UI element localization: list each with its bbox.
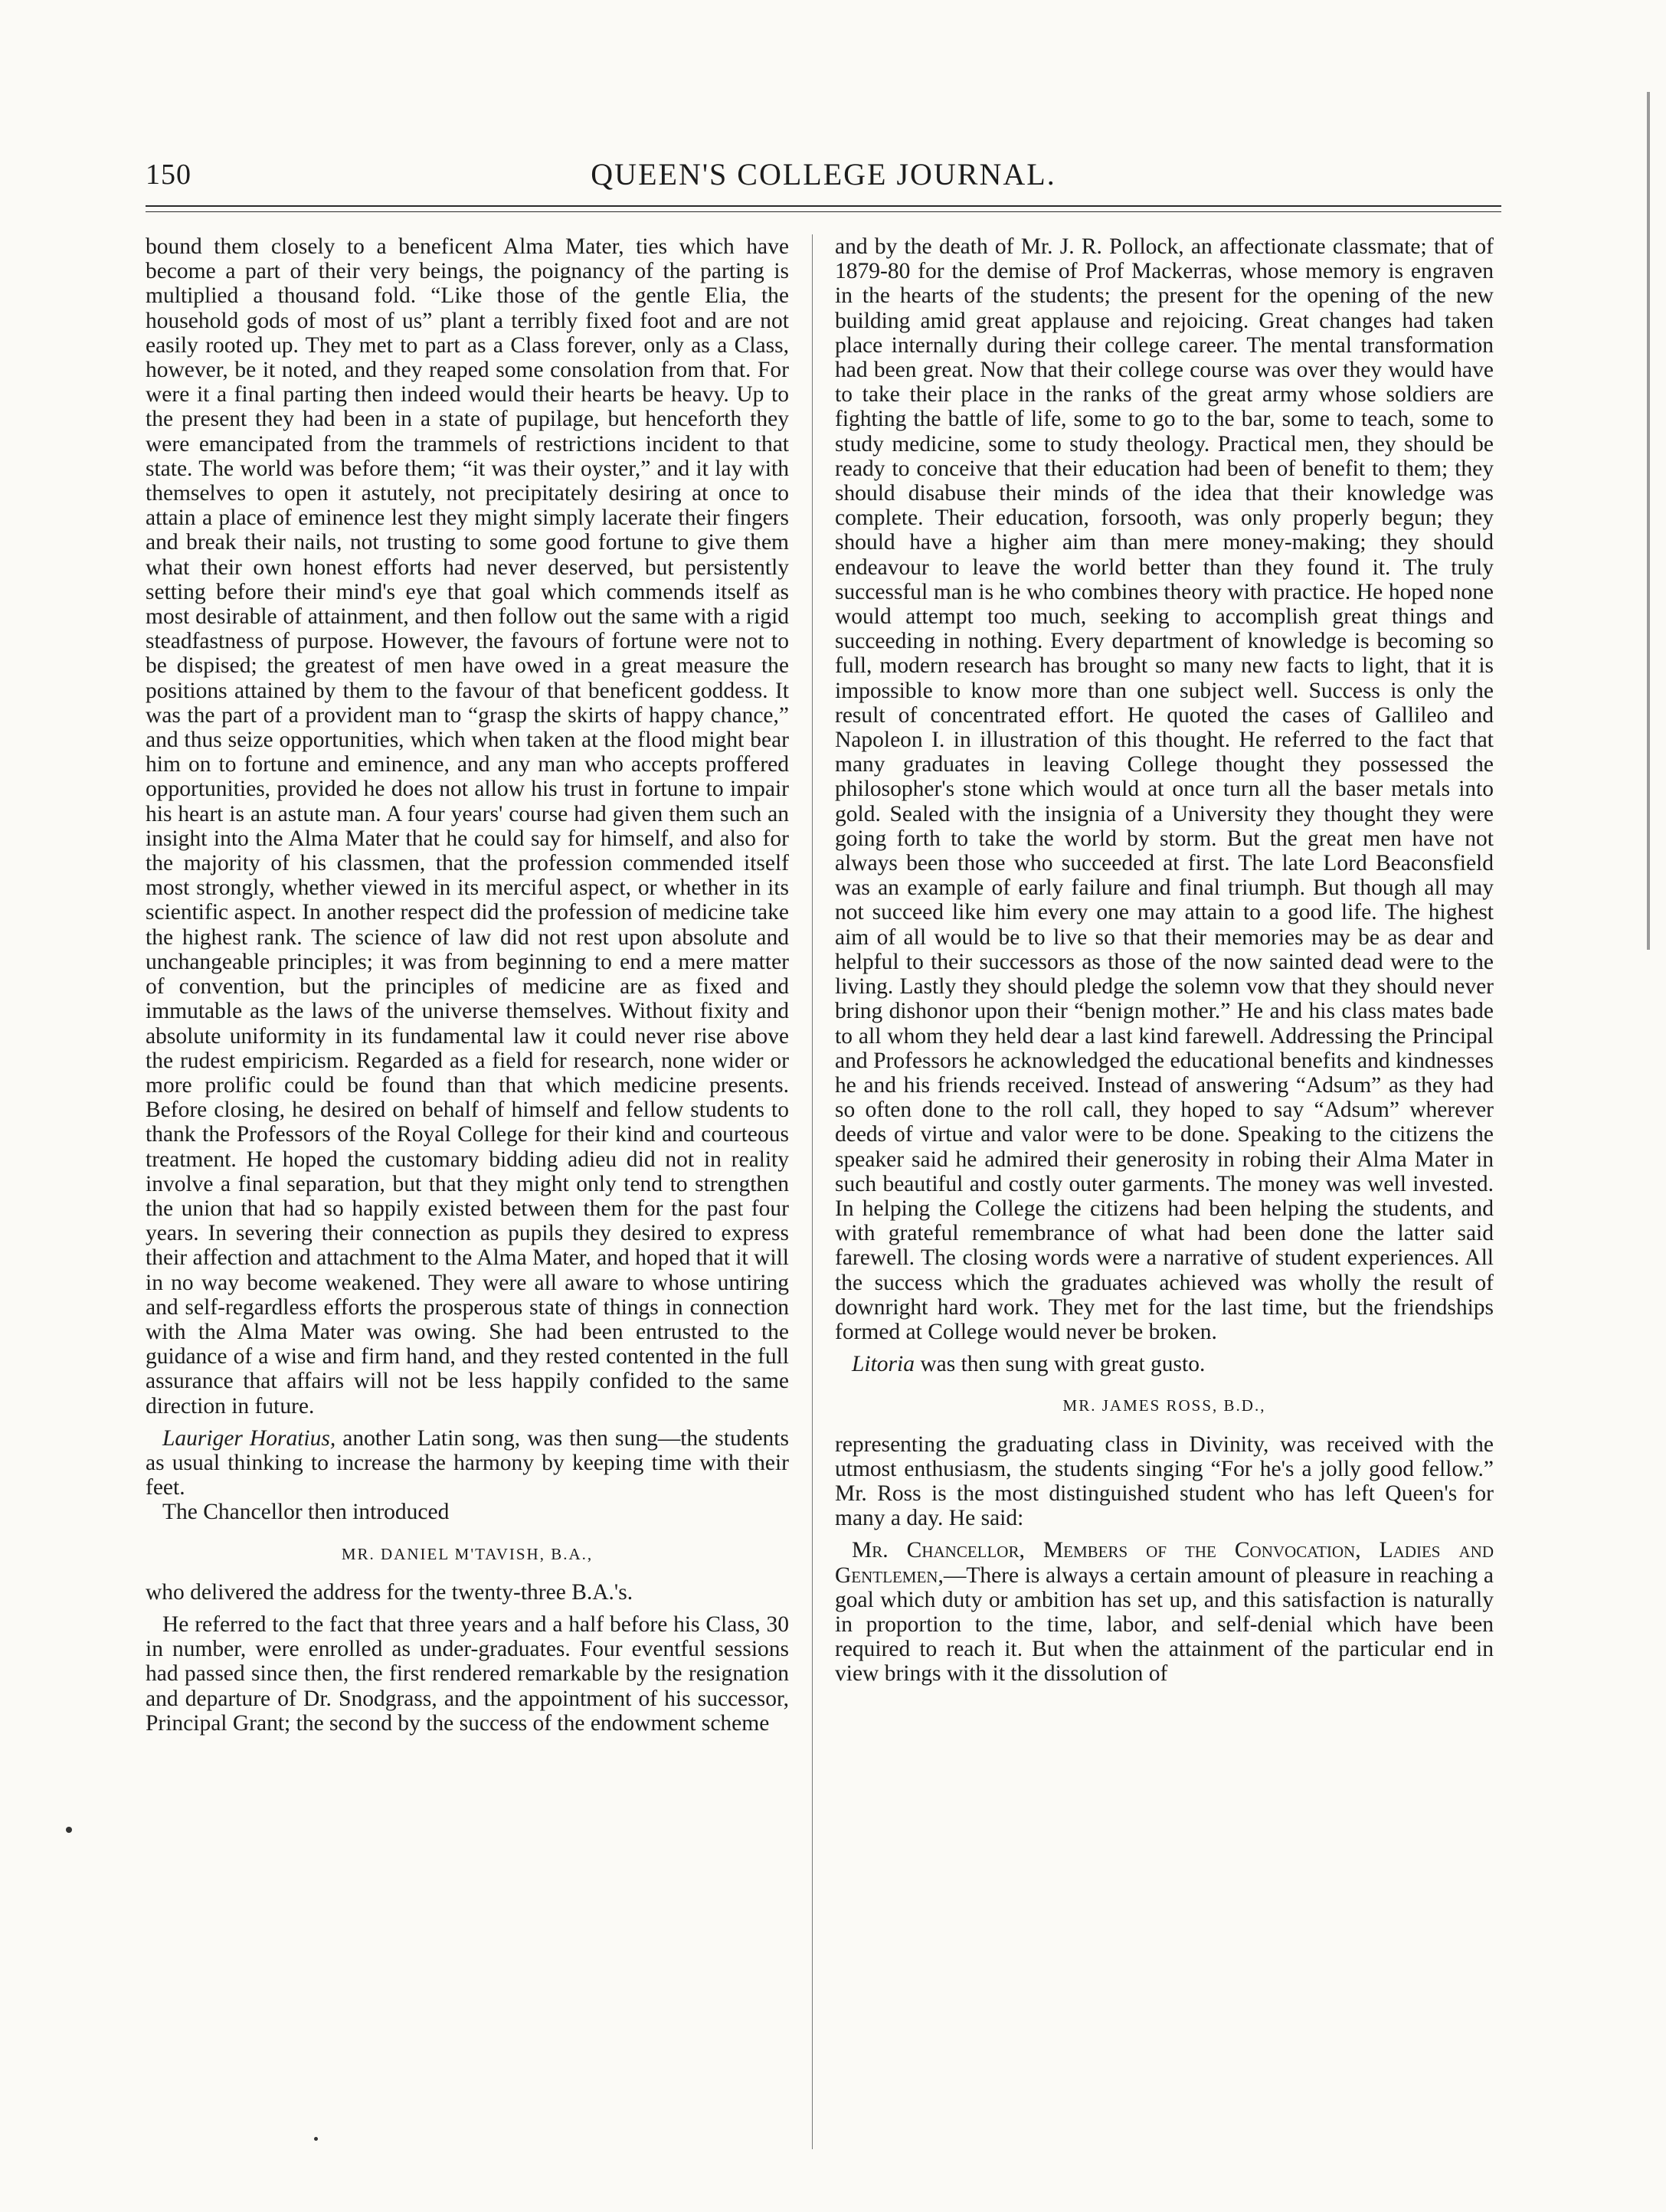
paragraph-text: another Latin song, was then sung—the students as usual thinking to increase the harmony by keeping time with their feet. — [146, 1425, 789, 1500]
paragraph: bound them closely to a beneficent Alma Mater, ties which have become a part of their very beings, the poignancy of the parting is multiplied a thousand fold. “Like those of the gentle Elia, the household gods of most of us” plant a terribly fixed foot and are not easily rooted up. They met to part as a Class forever, only as a Class, however, be it noted, and they reaped some consolation from that. For were it a final parting then indeed would their hearts be heavy. Up to the present they had been in a state of pupilage, but henceforth they were emancipated from the trammels of restrictions incident to that state. The world was before them; “it was their oyster,” and it lay with themselves to open it astutely, not precipitately desiring at once to attain a place of eminence lest they might simply lacerate their fingers and break their nails, not trusting to some good fortune to give them what their own honest efforts had never deserved, but persistently setting before their mind's eye that goal which commends itself as most desirable of attainment, and then follow out the same with a rigid steadfastness of purpose. However, the favours of fortune were not to be dispised; the greatest of men have owed in a great measure the positions attained by them to the favour of that beneficent goddess. It was the part of a provident man to “grasp the skirts of happy chance,” and thus seize opportunities, which when taken at the flood might bear him on to fortune and eminence, and any man who accepts proffered opportunities, provided he does not allow his trust in fortune to impair his heart is an astute man. A four years' course had given them such an insight into the Alma Mater that he could say for himself, and also for the majority of his classmen, that the profession commended itself most strongly, whether viewed in its merciful aspect, or whether in its scientific aspect. In another respect did the profession of medicine take the highest rank. The science of law did not rest upon absolute and unchangeable principles; it was from beginning to end a mere matter of convention, but the principles of medicine are as fixed and immutable as the laws of the universe themselves. Without fixity and absolute uniformity in its fundamental law it could never rise above the rudest empiricism. Regarded as a field for research, none wider or more prolific could be found than that which medicine presents. Before closing, he desired on behalf of himself and fellow students to thank the Professors of the Royal College for their kind and courteous treatment. He hoped the customary bidding adieu did not in reality involve a final separation, but that they might only tend to strengthen the union that had so happily existed between them for the past four years. In severing their connection as pupils they desired to express their affection and attachment to the Alma Mater, and hoped that it will in no way become weakened. They were all aware to whose untiring and self-regardless efforts the prosperous state of things in connection with the Alma Mater was owing. She had been entrusted to the guidance of a wise and firm hand, and they rested contented in the full assurance that affairs will not be less happily confided to the same direction in future. — [146, 234, 789, 1418]
paragraph: The Chancellor then introduced — [162, 1500, 450, 1525]
paragraph-text: —There is always a certain amount of pleasure in reaching a goal which duty or ambition has set up, and this satisfaction is naturally in proportion to the time, labor, and self-denial which have been required to reach it. But when the attainment of the particular end in view brings with it the dissolution of — [835, 1562, 1494, 1687]
song-title: Lauriger Horatius, — [162, 1425, 336, 1451]
scan-edge-mark — [1647, 92, 1650, 950]
song-title: Litoria — [852, 1352, 915, 1377]
speaker-heading: MR. DANIEL M'TAVISH, B.A., — [341, 1544, 594, 1563]
header-rule-thin — [146, 211, 1501, 212]
column-divider — [812, 234, 813, 2149]
paragraph: who delivered the address for the twenty-three B.A.'s. — [146, 1579, 633, 1605]
paragraph — [835, 1538, 1494, 1686]
paragraph — [146, 1426, 789, 1500]
left-column — [146, 234, 789, 1736]
paragraph — [835, 1352, 1494, 1376]
speaker-heading: MR. JAMES ROSS, B.D., — [1062, 1396, 1266, 1415]
right-column — [835, 234, 1494, 1687]
scan-speck — [66, 1827, 72, 1833]
paragraph: representing the graduating class in Divinity, was received with the utmost enthusiasm, the students singing “For he's a jolly good fellow.” Mr. Ross is the most distinguished student who has left Queen's for many a day. He said: — [835, 1432, 1494, 1531]
scan-speck — [314, 2137, 318, 2141]
journal-title: QUEEN'S COLLEGE JOURNAL. — [591, 157, 1056, 191]
page-number: 150 — [146, 159, 191, 191]
salutation: Mr. Chancellor, Members of the Convocation, Ladies and Gentlemen, — [835, 1538, 1494, 1588]
header-rule — [146, 205, 1501, 207]
paragraph-text: was then sung with great gusto. — [914, 1352, 1206, 1377]
paragraph: and by the death of Mr. J. R. Pollock, an affectionate classmate; that of 1879-80 for the demise of Prof Mackerras, whose memory is engraven in the hearts of the students; the present for the opening of the new building amid great applause and rejoicing. Great changes had taken place internally during their college career. The mental transformation had been great. Now that their college course was over they would have to take their place in the ranks of the great army whose soldiers are fighting the battle of life, some to go to the bar, some to teach, some to study medicine, some to study theology. Practical men, they should be ready to conceive that their education had been of benefit to them; they should disabuse their minds of the idea that their knowledge was complete. Their education, forsooth, was only properly begun; they should have a higher aim than mere money-making; they should endeavour to leave the world better than they found it. The truly successful man is he who combines theory with practice. He hoped none would attempt too much, seeking to accomplish great things and succeeding in nothing. Every department of knowledge is becoming so full, modern research has brought so many new facts to light, that it is impossible to know more than one subject well. Success is only the result of concentrated effort. He quoted the cases of Gallileo and Napoleon I. in illustration of this thought. He referred to the fact that many graduates in leaving College thought they possessed the philosopher's stone which would at once turn all the baser metals into gold. Sealed with the insignia of a University they thought they were going forth to take the world by storm. But the great men have not always been those who succeeded at first. The late Lord Beaconsfield was an example of early failure and final triumph. But though all may not succeed like him every one may attain to a good life. The highest aim of all would be to live so that their memories may be as dear and helpful to their successors as those of the now sainted dead were to the living. Lastly they should pledge the solemn vow that they should never bring dishonor upon their “benign mother.” He and his class mates bade to all whom they held dear a last kind farewell. Addressing the Principal and Professors he acknowledged the educational benefits and kindnesses he and his friends received. Instead of answering “Adsum” as they had so often done to the roll call, they hoped to say “Adsum” wherever deeds of virtue and valor were to be done. Speaking to the citizens the speaker said he admired their generosity in robing their Alma Mater in such beautiful and costly outer garments. The money was well invested. In helping the College the citizens had been helping the students, and with grateful remembrance of what had been done the latter said farewell. The closing words were a narrative of student experiences. All the success which the graduates achieved was wholly the result of downright hard work. They met for the last time, but the friendships formed at College would never be broken. — [835, 234, 1494, 1344]
paragraph: He referred to the fact that three years and a half before his Class, 30 in number, were enrolled as under-graduates. Four eventful sessions had passed since then, the first rendered remarkable by the resignation and departure of Dr. Snodgrass, and the appointment of his successor, Principal Grant; the second by the success of the endowment scheme — [146, 1612, 789, 1736]
page-header — [146, 153, 1501, 199]
